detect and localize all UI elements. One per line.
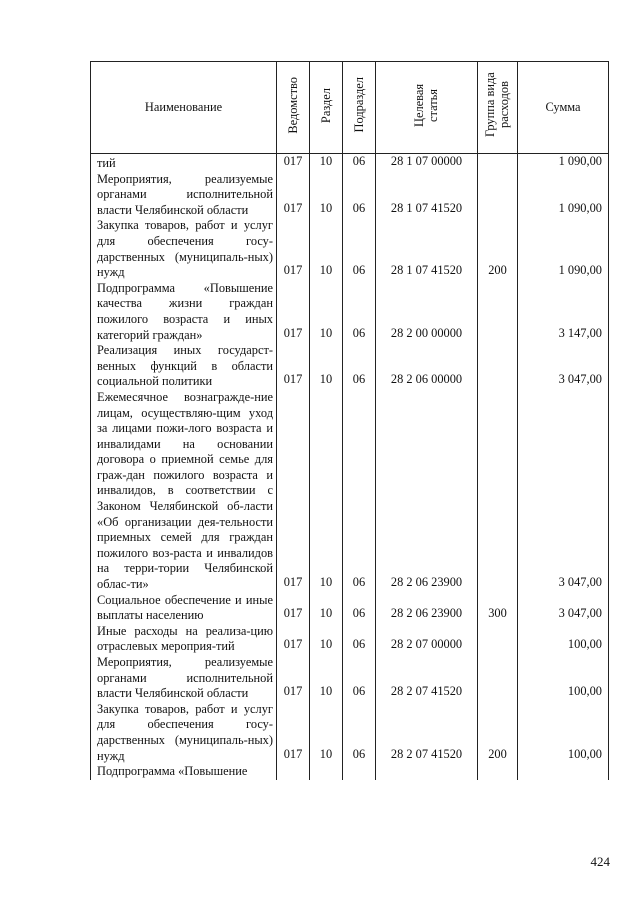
row-article: 28 2 06 00000 — [376, 343, 478, 390]
table-row — [91, 624, 609, 655]
row-dept: 017 — [277, 655, 310, 702]
header-department — [277, 62, 310, 154]
row-name: Мероприятия, реализуемые органами исполнительной власти Челябинской области — [91, 655, 277, 702]
row-subsection: 06 — [343, 702, 376, 764]
row-group — [478, 764, 518, 780]
row-dept: 017 — [277, 218, 310, 280]
row-subsection: 06 — [343, 593, 376, 624]
row-dept — [277, 764, 310, 780]
row-sum: 1 090,00 — [518, 154, 609, 172]
row-article: 28 2 07 41520 — [376, 655, 478, 702]
header-name-label: Наименование — [144, 99, 223, 114]
row-subsection: 06 — [343, 390, 376, 593]
row-sum: 3 047,00 — [518, 343, 609, 390]
table-header-row — [91, 62, 609, 154]
row-dept: 017 — [277, 593, 310, 624]
row-name: Подпрограмма «Повышение — [91, 764, 277, 780]
row-group — [478, 390, 518, 593]
header-target-article-label: Целевая статья — [411, 83, 440, 127]
row-section — [310, 764, 343, 780]
header-expense-group — [478, 62, 518, 154]
row-section: 10 — [310, 655, 343, 702]
row-article — [376, 764, 478, 780]
row-dept: 017 — [277, 702, 310, 764]
row-article: 28 1 07 41520 — [376, 218, 478, 280]
row-name: Иные расходы на реализа-цию отраслевых мероприя-тий — [91, 624, 277, 655]
table-row — [91, 390, 609, 593]
row-group — [478, 172, 518, 219]
row-sum: 3 147,00 — [518, 281, 609, 343]
page-number: 424 — [590, 854, 610, 869]
row-group: 200 — [478, 218, 518, 280]
table-row — [91, 593, 609, 624]
row-name: Реализация иных государст-венных функций в области социальной политики — [91, 343, 277, 390]
row-section: 10 — [310, 593, 343, 624]
row-article: 28 2 07 41520 — [376, 702, 478, 764]
header-target-article — [376, 62, 478, 154]
row-section: 10 — [310, 624, 343, 655]
row-article: 28 1 07 41520 — [376, 172, 478, 219]
row-section: 10 — [310, 154, 343, 172]
row-name: Закупка товаров, работ и услуг для обеспечения госу-дарственных (муниципаль-ных) нужд — [91, 218, 277, 280]
row-group — [478, 655, 518, 702]
row-group — [478, 281, 518, 343]
row-article: 28 2 00 00000 — [376, 281, 478, 343]
header-sum — [518, 62, 609, 154]
row-section: 10 — [310, 390, 343, 593]
row-article: 28 2 06 23900 — [376, 593, 478, 624]
row-subsection: 06 — [343, 172, 376, 219]
row-sum: 3 047,00 — [518, 593, 609, 624]
row-group — [478, 154, 518, 172]
table-row — [91, 218, 609, 280]
table-row — [91, 702, 609, 764]
row-section: 10 — [310, 343, 343, 390]
header-name — [91, 62, 277, 154]
row-article: 28 1 07 00000 — [376, 154, 478, 172]
row-section: 10 — [310, 702, 343, 764]
budget-table — [90, 61, 609, 780]
row-name: Подпрограмма «Повышение качества жизни граждан пожилого возраста и иных категорий граждан» — [91, 281, 277, 343]
row-name: тий — [91, 154, 277, 172]
table-row — [91, 154, 609, 172]
header-subsection — [343, 62, 376, 154]
row-group: 300 — [478, 593, 518, 624]
row-name: Закупка товаров, работ и услуг для обеспечения госу-дарственных (муниципаль-ных) нужд — [91, 702, 277, 764]
row-sum: 1 090,00 — [518, 218, 609, 280]
row-sum: 100,00 — [518, 702, 609, 764]
row-sum: 100,00 — [518, 655, 609, 702]
row-name: Социальное обеспечение и иные выплаты населению — [91, 593, 277, 624]
row-section: 10 — [310, 218, 343, 280]
row-subsection: 06 — [343, 343, 376, 390]
table-row — [91, 655, 609, 702]
row-article: 28 2 07 00000 — [376, 624, 478, 655]
row-section: 10 — [310, 172, 343, 219]
table-row — [91, 172, 609, 219]
row-sum: 1 090,00 — [518, 172, 609, 219]
row-section: 10 — [310, 281, 343, 343]
row-dept: 017 — [277, 154, 310, 172]
row-name: Мероприятия, реализуемые органами исполнительной власти Челябинской области — [91, 172, 277, 219]
row-subsection: 06 — [343, 281, 376, 343]
row-subsection: 06 — [343, 218, 376, 280]
row-sum — [518, 764, 609, 780]
table-row — [91, 281, 609, 343]
header-section-label: Раздел — [319, 87, 333, 123]
header-department-label: Ведомство — [286, 76, 300, 134]
table-row — [91, 343, 609, 390]
row-dept: 017 — [277, 343, 310, 390]
row-subsection: 06 — [343, 655, 376, 702]
row-subsection: 06 — [343, 624, 376, 655]
row-dept: 017 — [277, 390, 310, 593]
row-dept: 017 — [277, 281, 310, 343]
row-dept: 017 — [277, 172, 310, 219]
row-sum: 3 047,00 — [518, 390, 609, 593]
row-name: Ежемесячное вознагражде-ние лицам, осуществляю-щим уход за лицами пожи-лого возраста и инвалидами на основании договора о приемной семье для граж-дан пожилого возраста и инвалидов, в соответствии с Законом Челябинской об-ласти «Об организации дея-тельности приемных семей для граждан пожилого воз-раста и инвалидов на терри-тории Челябинской облас-ти» — [91, 390, 277, 593]
row-sum: 100,00 — [518, 624, 609, 655]
table-row — [91, 764, 609, 780]
row-dept: 017 — [277, 624, 310, 655]
row-article: 28 2 06 23900 — [376, 390, 478, 593]
header-sum-label: Сумма — [545, 99, 581, 114]
row-subsection: 06 — [343, 154, 376, 172]
row-group: 200 — [478, 702, 518, 764]
row-subsection — [343, 764, 376, 780]
header-subsection-label: Подраздел — [352, 77, 366, 133]
header-section — [310, 62, 343, 154]
row-group — [478, 343, 518, 390]
row-group — [478, 624, 518, 655]
header-expense-group-label: Группа вида расходов — [482, 72, 511, 138]
